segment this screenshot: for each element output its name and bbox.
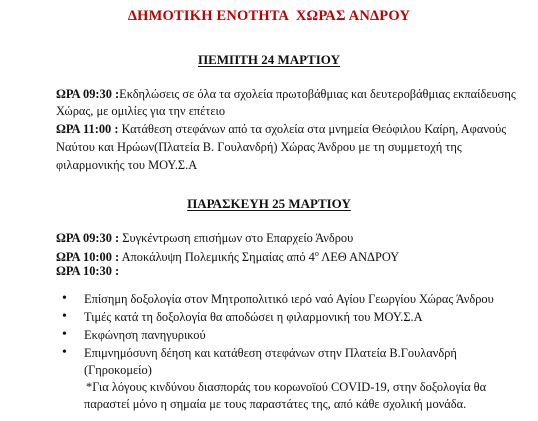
day1-event2-time: ΩΡΑ 11:00 : — [56, 122, 119, 136]
day1-event1-text: Εκδηλώσεις σε όλα τα σχολεία πρωτοβάθμιας και δευτεροβάθμιας εκπαίδευσης — [119, 87, 516, 101]
day1-event1-line2: Χώρας, με ομιλίες για την επέτειο — [56, 104, 226, 118]
day1-heading: ΠΕΜΠΤΗ 24 ΜΑΡΤΙΟΥ — [198, 52, 340, 67]
bullet-3-text: Εκφώνηση πανηγυρικού — [84, 328, 206, 342]
covid-note-line2: παραστεί μόνο η σημαία με τους παραστάτες της, από κάθε σχολική μονάδα. — [84, 397, 467, 411]
bullet-3-icon: • — [62, 327, 67, 342]
bullet-1-text: Επίσημη δοξολογία στον Μητροπολιτικό ιερό ναό Αγίου Γεωργίου Χώρας Άνδρου — [84, 292, 494, 306]
document-title: ΔΗΜΟΤΙΚΗ ΕΝΟΤΗΤΑ ΧΩΡΑΣ ΑΝΔΡΟΥ — [127, 8, 411, 24]
day1-event2-line2: Ναύτου και Ηρώων(Πλατεία Β. Γουλανδρή) Χώρας Άνδρου με τη συμμετοχή της — [56, 140, 462, 154]
bullet-4-text-line1: Επιμνημόσυνη δέηση και κατάθεση στεφάνων στην Πλατεία Β.Γουλανδρή — [84, 346, 457, 360]
bullet-4-icon: • — [62, 345, 67, 360]
day1-event1-line1 — [56, 86, 516, 102]
covid-note-line1: *Για λόγους κινδύνου διασποράς του κορωνοϊού COVID-19, στην δοξολογία θα — [86, 380, 487, 394]
day2-event1-text: Συγκέντρωση επισήμων στο Επαρχείο Άνδρου — [119, 231, 354, 245]
bullet-2-text: Τιμές κατά τη δοξολογία θα αποδώσει η φιλαρμονική του ΜΟΥ.Σ.Α — [84, 310, 423, 324]
day1-event1-time: ΩΡΑ 09:30 : — [56, 87, 120, 101]
day2-event2-time: ΩΡΑ 10:00 : — [56, 250, 120, 265]
day2-event3-time: ΩΡΑ 10:30 : — [56, 264, 120, 278]
bullet-4-text-line2: (Γηροκομείο) — [84, 363, 152, 377]
day2-event3 — [56, 263, 119, 279]
day2-event2-superscript: ο — [314, 249, 319, 258]
day1-event2-line1 — [56, 121, 506, 137]
day1-event2-line3: φιλαρμονικής του ΜΟΥ.Σ.Α — [56, 158, 198, 172]
bullet-1-icon: • — [62, 291, 67, 306]
day2-event1 — [56, 230, 353, 246]
bullet-2-icon: • — [62, 309, 67, 324]
day1-event2-text: Κατάθεση στεφάνων από τα σχολεία στα μνημεία Θεόφιλου Καίρη, Αφανούς — [118, 122, 507, 136]
day2-event1-time: ΩΡΑ 09:30 : — [56, 231, 120, 245]
day2-event2-text-a: Αποκάλυψη Πολεμικής Σημαίας από 4 — [119, 250, 315, 265]
day2-event2-text-b: ΛΕΘ ΑΝΔΡΟΥ — [318, 250, 400, 265]
day2-heading: ΠΑΡΑΣΚΕΥΗ 25 ΜΑΡΤΙΟΥ — [187, 196, 351, 211]
